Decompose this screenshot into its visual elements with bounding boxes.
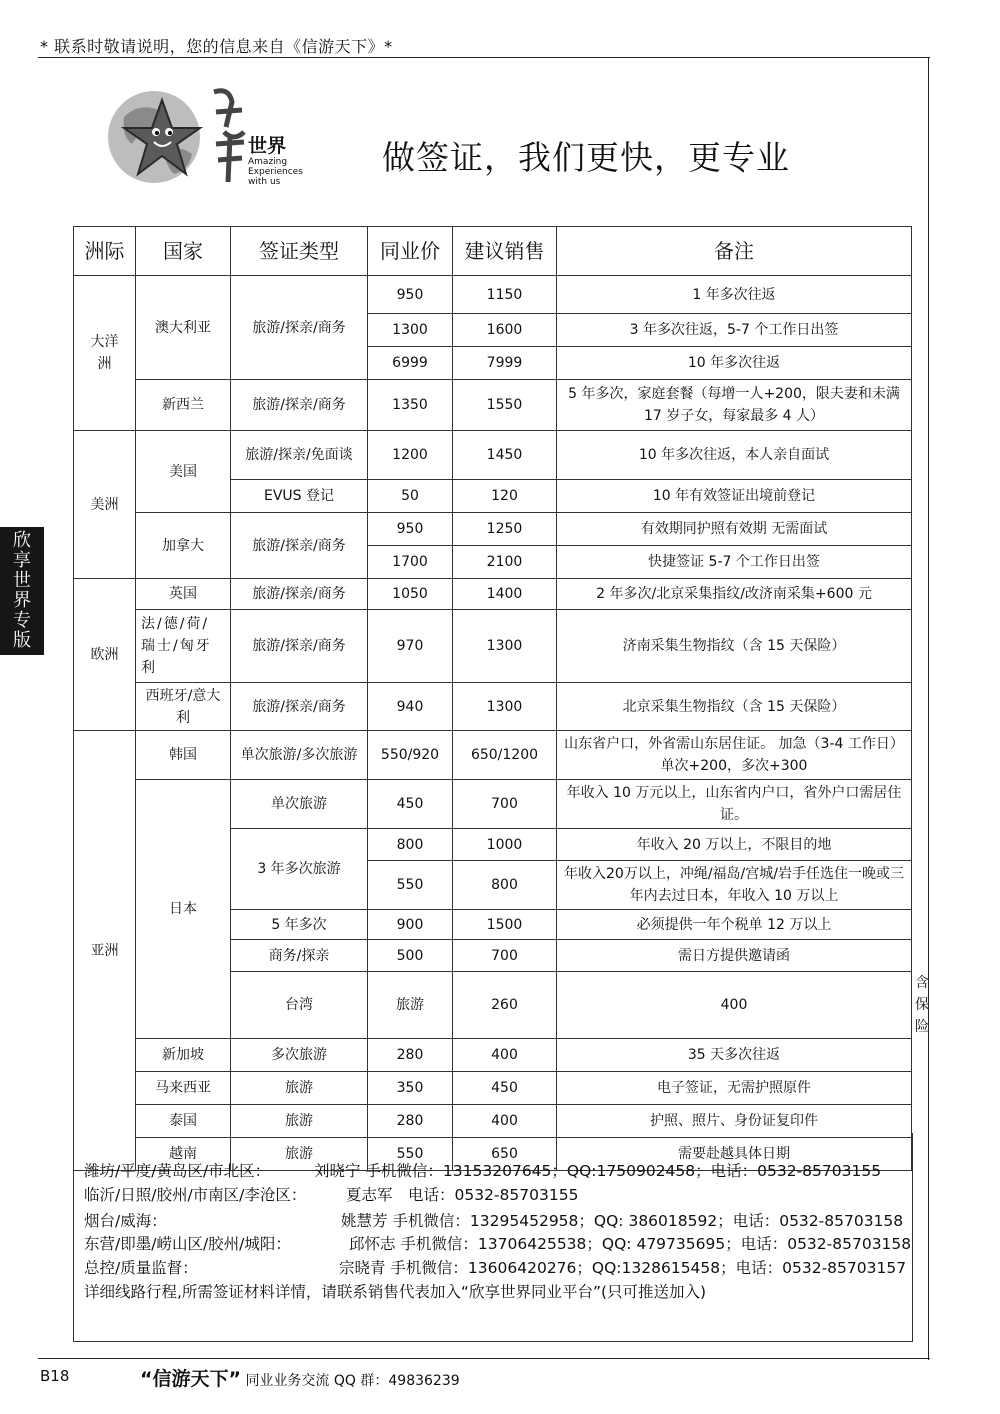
trade-price: 280 xyxy=(368,1105,453,1138)
country-cell: 新加坡 xyxy=(136,1039,231,1072)
note-cell: 5 年多次，家庭套餐（每增一人+200，限夫妻和未满 17 岁子女，每家最多 4 人） xyxy=(557,380,912,431)
note-cell: 10 年有效签证出境前登记 xyxy=(557,480,912,513)
retail-price: 700 xyxy=(453,780,557,829)
visa-type-cell: 旅游 xyxy=(368,972,453,1039)
retail-price: 1150 xyxy=(453,276,557,314)
trade-price: 550/920 xyxy=(368,731,453,780)
visa-type-cell: 单次旅游/多次旅游 xyxy=(231,731,368,780)
note-cell: 电子签证，无需护照原件 xyxy=(557,1072,912,1105)
table-row xyxy=(74,1039,912,1072)
visa-type-cell: 5 年多次 xyxy=(231,910,368,940)
note-cell: 需要赴越具体日期 xyxy=(557,1138,912,1171)
header-notice: * 联系时敬请说明，您的信息来自《信游天下》* xyxy=(40,37,393,56)
trade-price: 800 xyxy=(368,829,453,861)
visa-type-cell: 旅游/探亲/商务 xyxy=(231,380,368,431)
retail-price: 7999 xyxy=(453,347,557,380)
col-header: 洲际 xyxy=(74,227,136,276)
trade-price: 550 xyxy=(368,1138,453,1171)
table-row: 台湾 旅游 260 400 含保险 xyxy=(74,972,912,1039)
retail-price: 1400 xyxy=(453,579,557,610)
visa-type-cell: 旅游/探亲/商务 xyxy=(231,683,368,731)
retail-price: 120 xyxy=(453,480,557,513)
footer-qq-group: 同业业务交流 QQ 群：49836239 xyxy=(245,1373,460,1389)
retail-price: 1250 xyxy=(453,513,557,546)
note-cell: 10 年多次往返，本人亲自面试 xyxy=(557,431,912,480)
table-row xyxy=(74,780,912,829)
retail-price: 800 xyxy=(453,861,557,910)
country-cell: 新西兰 xyxy=(136,380,231,431)
trade-price: 1050 xyxy=(368,579,453,610)
note-cell: 济南采集生物指纹（含 15 天保险） xyxy=(557,610,912,683)
country-cell: 越南 xyxy=(136,1138,231,1171)
retail-price: 1500 xyxy=(453,910,557,940)
retail-price: 1450 xyxy=(453,431,557,480)
trade-price: 900 xyxy=(368,910,453,940)
country-cell: 马来西亚 xyxy=(136,1072,231,1105)
table-row xyxy=(74,380,912,431)
footer-line xyxy=(140,1364,460,1391)
trade-price: 450 xyxy=(368,780,453,829)
trade-price: 1200 xyxy=(368,431,453,480)
visa-type-cell: 多次旅游 xyxy=(231,1039,368,1072)
visa-type-cell: 旅游 xyxy=(231,1138,368,1171)
note-cell: 必须提供一年个税单 12 万以上 xyxy=(557,910,912,940)
continent-cell: 亚洲 xyxy=(74,731,136,1171)
retail-price: 400 xyxy=(557,972,912,1039)
country-cell: 英国 xyxy=(136,579,231,610)
page-frame-right xyxy=(928,57,929,1360)
retail-price: 650/1200 xyxy=(453,731,557,780)
retail-price: 1600 xyxy=(453,314,557,347)
trade-price: 50 xyxy=(368,480,453,513)
trade-price: 350 xyxy=(368,1072,453,1105)
table-row xyxy=(74,431,912,480)
visa-type-cell: 单次旅游 xyxy=(231,780,368,829)
country-cell: 澳大利亚 xyxy=(136,276,231,380)
trade-price: 260 xyxy=(453,972,557,1039)
col-header: 备注 xyxy=(557,227,912,276)
page-number: B18 xyxy=(40,1367,70,1385)
retail-price: 1550 xyxy=(453,380,557,431)
trade-price: 970 xyxy=(368,610,453,683)
side-tab: 欣享世界专版 xyxy=(0,527,44,655)
note-cell: 年收入 10 万元以上，山东省内户口，省外户口需居住证。 xyxy=(557,780,912,829)
table-row xyxy=(74,579,912,610)
bottom-divider xyxy=(38,1358,930,1359)
visa-type-cell: 旅游/探亲/免面谈 xyxy=(231,431,368,480)
note-cell: 有效期同护照有效期 无需面试 xyxy=(557,513,912,546)
continent-cell: 美洲 xyxy=(74,431,136,579)
country-cell: 法/德/荷/瑞士/匈牙利 xyxy=(136,610,231,683)
col-header: 建议销售 xyxy=(453,227,557,276)
retail-price: 700 xyxy=(453,940,557,972)
col-header: 国家 xyxy=(136,227,231,276)
trade-price: 950 xyxy=(368,513,453,546)
trade-price: 280 xyxy=(368,1039,453,1072)
retail-price: 650 xyxy=(453,1138,557,1171)
contact-note: 详细线路行程,所需签证材料详情，请联系销售代表加入“欣享世界同业平台”(只可推送加入) xyxy=(84,1283,707,1301)
retail-price: 450 xyxy=(453,1072,557,1105)
trade-price: 940 xyxy=(368,683,453,731)
continent-cell: 大洋洲 xyxy=(74,276,136,431)
table-row xyxy=(74,683,912,731)
note-cell: 10 年多次往返 xyxy=(557,347,912,380)
visa-type-cell: 3 年多次旅游 xyxy=(231,829,368,910)
visa-price-table xyxy=(73,226,929,1171)
country-cell: 泰国 xyxy=(136,1105,231,1138)
note-cell: 35 天多次往返 xyxy=(557,1039,912,1072)
note-cell: 快捷签证 5-7 个工作日出签 xyxy=(557,546,912,579)
note-cell: 3 年多次往返，5-7 个工作日出签 xyxy=(557,314,912,347)
visa-type-cell: 旅游 xyxy=(231,1072,368,1105)
trade-price: 6999 xyxy=(368,347,453,380)
logo-world-text: 世界 xyxy=(248,135,287,157)
visa-type-cell: 旅游/探亲/商务 xyxy=(231,610,368,683)
retail-price: 2100 xyxy=(453,546,557,579)
note-cell: 1 年多次往返 xyxy=(557,276,912,314)
retail-price: 400 xyxy=(453,1039,557,1072)
country-cell: 加拿大 xyxy=(136,513,231,579)
trade-price: 500 xyxy=(368,940,453,972)
note-cell: 需日方提供邀请函 xyxy=(557,940,912,972)
trade-price: 550 xyxy=(368,861,453,910)
table-row xyxy=(74,1072,912,1105)
visa-type-cell: EVUS 登记 xyxy=(231,480,368,513)
visa-type-cell: 旅游/探亲/商务 xyxy=(231,579,368,610)
table-header-row xyxy=(74,227,912,276)
note-cell: 北京采集生物指纹（含 15 天保险） xyxy=(557,683,912,731)
visa-type-cell: 旅游/探亲/商务 xyxy=(231,276,368,380)
visa-type-cell: 旅游/探亲/商务 xyxy=(231,513,368,579)
country-cell: 美国 xyxy=(136,431,231,513)
logo-tagline: Amazing Experiences with us xyxy=(248,157,303,187)
table-row xyxy=(74,610,912,683)
visa-type-cell: 旅游 xyxy=(231,1105,368,1138)
top-divider xyxy=(38,57,930,58)
continent-cell: 欧洲 xyxy=(74,579,136,731)
retail-price: 400 xyxy=(453,1105,557,1138)
retail-price: 1300 xyxy=(453,683,557,731)
country-cell: 西班牙/意大利 xyxy=(136,683,231,731)
note-cell: 年收入20万以上，冲绳/福岛/宫城/岩手任选住一晚或三年内去过日本，年收入 10 万以上 xyxy=(557,861,912,910)
note-cell: 护照、照片、身份证复印件 xyxy=(557,1105,912,1138)
table-row xyxy=(74,513,912,546)
note-cell: 2 年多次/北京采集指纹/改济南采集+600 元 xyxy=(557,579,912,610)
col-header: 签证类型 xyxy=(231,227,368,276)
contacts-box: 潍坊/平度/黄岛区/市北区： 刘晓宁 手机微信：13153207645；QQ:1750902458；电话：0532-85703155 临沂/日照/胶州/市南区/李沧区： 夏志军 电话：0532-85703155 烟台/威海： 姚慧芳 手机微信：13295452958；QQ: 386018592；电话：0532-85703158 东营/即墨/崂山区/胶州/城阳： 邱怀志 手机微信：13706425538；QQ: 479735695；电话：0532-85703158 总控/质量监督： 宗晓青 手机微信：13606420276；QQ:1328615458；电话：0532-85703157 详细线路行程,所需签证材料详情，请联系销售代表加入“欣享世界同业平台”(只可推送加入) xyxy=(73,1133,913,1342)
trade-price: 1700 xyxy=(368,546,453,579)
page-headline: 做签证，我们更快，更专业 xyxy=(382,138,790,177)
trade-price: 1300 xyxy=(368,314,453,347)
table-row xyxy=(74,731,912,780)
note-cell: 山东省户口，外省需山东居住证。 加急（3-4 工作日）单次+200，多次+300 xyxy=(557,731,912,780)
country-cell: 台湾 xyxy=(231,972,368,1039)
note-cell: 年收入 20 万以上，不限目的地 xyxy=(557,829,912,861)
country-cell: 韩国 xyxy=(136,731,231,780)
footer-brand: “信游天下” xyxy=(140,1368,241,1390)
country-cell: 日本 xyxy=(136,780,231,1039)
retail-price: 1000 xyxy=(453,829,557,861)
trade-price: 1350 xyxy=(368,380,453,431)
retail-price: 1300 xyxy=(453,610,557,683)
col-header: 同业价 xyxy=(368,227,453,276)
visa-type-cell: 商务/探亲 xyxy=(231,940,368,972)
trade-price: 950 xyxy=(368,276,453,314)
table-row xyxy=(74,276,912,314)
